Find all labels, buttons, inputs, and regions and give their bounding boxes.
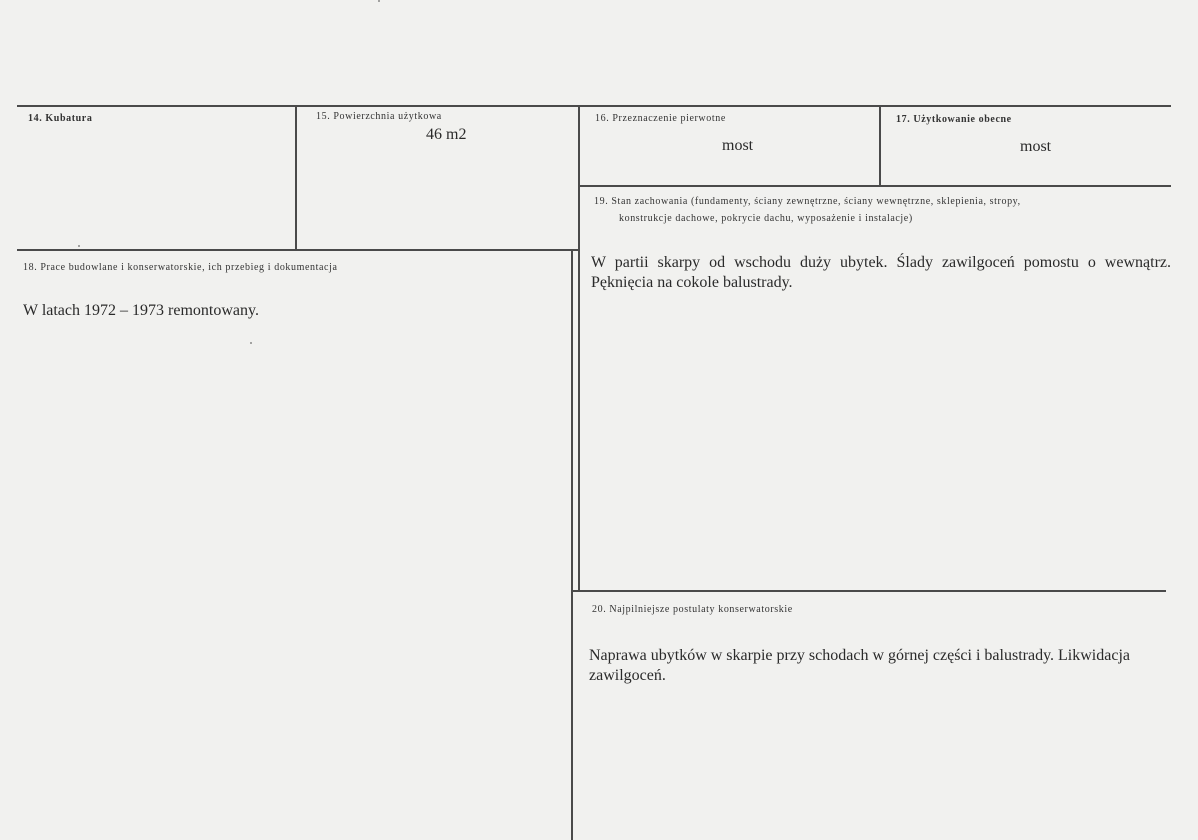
- scan-speck: [378, 0, 380, 2]
- divider-left-right: [578, 105, 580, 590]
- field-18-label: 18. Prace budowlane i konserwatorskie, ich przebieg i dokumentacja: [23, 262, 338, 273]
- divider-left-lower: [571, 249, 573, 840]
- divider-16-17: [879, 105, 881, 185]
- field-19-value: W partii skarpy od wschodu duży ubytek. Ślady zawilgoceń pomostu o wewnątrz. Pęknięcia na cokole balustrady.: [591, 254, 1171, 291]
- field-17-label: 17. Użytkowanie obecne: [896, 114, 1012, 125]
- line-under-14-15: [17, 249, 579, 251]
- field-14-label: 14. Kubatura: [28, 113, 93, 124]
- field-16-label: 16. Przeznaczenie pierwotne: [595, 113, 726, 124]
- field-19-label-line2: konstrukcje dachowe, pokrycie dachu, wyposażenie i instalacje): [619, 213, 913, 224]
- field-20-label: 20. Najpilniejsze postulaty konserwatorskie: [592, 604, 793, 615]
- scan-speck: [250, 342, 252, 344]
- field-17-value: most: [1020, 138, 1052, 155]
- field-19-label-line1: 19. Stan zachowania (fundamenty, ściany zewnętrzne, ściany wewnętrzne, sklepienia, stropy,: [594, 196, 1021, 207]
- line-above-20: [572, 590, 1166, 592]
- field-16-value: most: [722, 137, 754, 154]
- field-15-label: 15. Powierzchnia użytkowa: [316, 111, 442, 122]
- field-19-label: [594, 193, 1164, 227]
- field-15-value: 46 m2: [426, 126, 467, 143]
- divider-14-15: [295, 105, 297, 250]
- scan-speck: [78, 245, 80, 247]
- field-18-value: W latach 1972 – 1973 remontowany.: [23, 302, 259, 319]
- field-20-value: Naprawa ubytków w skarpie przy schodach w górnej części i balustrady. Likwidacja zawilgoceń.: [589, 647, 1130, 684]
- line-under-16-17: [579, 185, 1171, 187]
- top-border-line: [17, 105, 1171, 107]
